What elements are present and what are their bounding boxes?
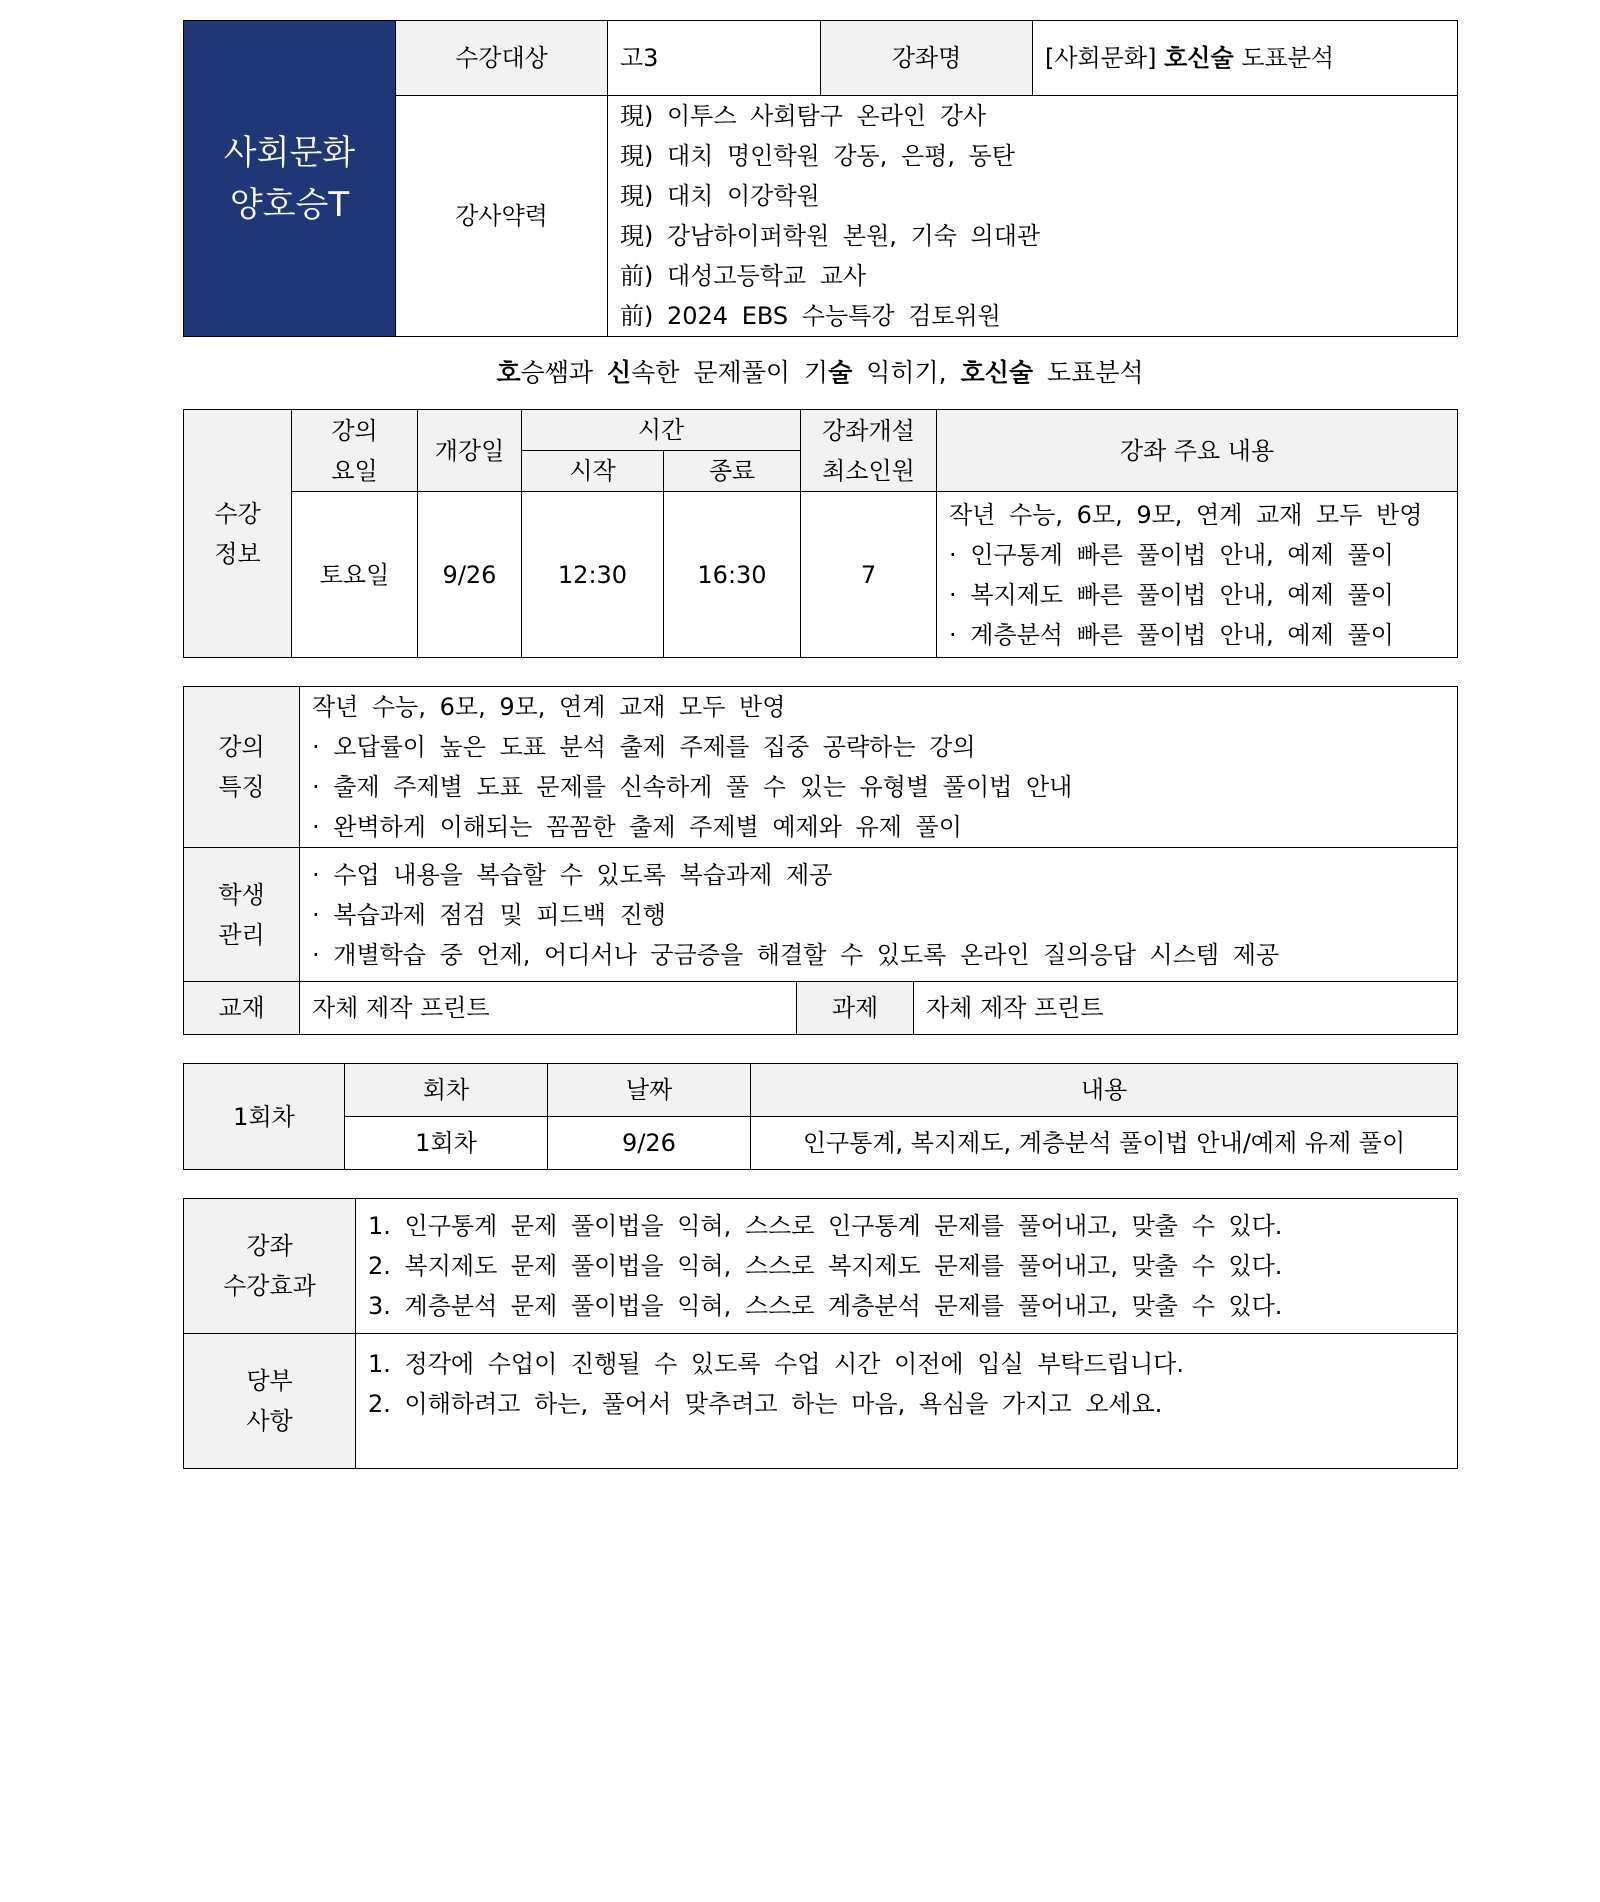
sessions-table: [183, 1063, 1458, 1170]
instructor-table: [183, 20, 1458, 337]
schedule-section-label: [184, 410, 292, 658]
target-label: 수강대상: [396, 21, 608, 96]
subject-name: 사회문화: [223, 132, 356, 173]
course-label: 강좌명: [821, 21, 1033, 96]
textbook-value: 자체 제작 프린트: [300, 982, 797, 1035]
teacher-name: 양호승T: [229, 184, 350, 225]
header-line: 요일: [331, 456, 378, 485]
bio-label: 강사약력: [396, 96, 608, 337]
management-label: [184, 848, 300, 982]
features-list: [300, 687, 1458, 848]
tagline-bold: 호신술: [960, 358, 1033, 387]
effect-item: 1. 인구통계 문제 풀이법을 익혀, 스스로 인구통계 문제를 풀어내고, 맞출 수 있다.: [368, 1212, 1283, 1240]
sessions-label: 1회차: [184, 1064, 345, 1170]
session-content-header: 내용: [751, 1064, 1458, 1117]
start-header: 시작: [522, 451, 664, 492]
label-line: 수강효과: [223, 1272, 316, 1300]
content-item: · 계층분석 빠른 풀이법 안내, 예제 풀이: [949, 620, 1394, 649]
open-date-header: 개강일: [418, 410, 522, 492]
content-item: 작년 수능, 6모, 9모, 연계 교재 모두 반영: [949, 500, 1423, 529]
notice-label: [184, 1334, 356, 1469]
open-date-value: 9/26: [418, 492, 522, 658]
start-time-value: 12:30: [522, 492, 664, 658]
homework-label: 과제: [797, 982, 914, 1035]
label-line: 당부: [246, 1367, 293, 1395]
bio-item: 前) 대성고등학교 교사: [620, 262, 867, 290]
round-value: 1회차: [345, 1117, 548, 1170]
notice-item: 1. 정각에 수업이 진행될 수 있도록 수업 시간 이전에 입실 부탁드립니다.: [368, 1350, 1184, 1378]
tagline-text: 승쌤과: [520, 358, 607, 387]
course-bold: 호신술: [1164, 44, 1234, 72]
bio-item: 現) 강남하이퍼학원 본원, 기숙 의대관: [620, 222, 1041, 250]
header-line: 강의: [331, 416, 378, 445]
tagline-bold: 호: [496, 358, 521, 387]
bio-item: 現) 대치 명인학원 강동, 은평, 동탄: [620, 142, 1015, 170]
tagline-text: 속한 문제풀이 기: [631, 358, 829, 387]
tagline: [183, 337, 1457, 409]
day-value: 토요일: [292, 492, 418, 658]
effects-label: [184, 1199, 356, 1334]
feature-item: · 출제 주제별 도표 문제를 신속하게 풀 수 있는 유형별 풀이법 안내: [312, 773, 1073, 801]
label-line: 수강: [214, 499, 261, 528]
features-label: [184, 687, 300, 848]
header-line: 강좌개설: [822, 416, 915, 445]
course-name: [1033, 21, 1458, 96]
content-header: 강좌 주요 내용: [937, 410, 1458, 492]
content-item: · 인구통계 빠른 풀이법 안내, 예제 풀이: [949, 540, 1394, 569]
min-enrollment-value: 7: [801, 492, 937, 658]
bio-item: 前) 2024 EBS 수능특강 검토위원: [620, 302, 1001, 330]
bio-item: 現) 이투스 사회탐구 온라인 강사: [620, 102, 987, 130]
feature-item: · 완벽하게 이해되는 꼼꼼한 출제 주제별 예제와 유제 풀이: [312, 813, 962, 841]
management-item: · 개별학습 중 언제, 어디서나 궁금증을 해결할 수 있도록 온라인 질의응답 시스템 제공: [312, 940, 1280, 969]
date-header: 날짜: [548, 1064, 751, 1117]
round-header: 회차: [345, 1064, 548, 1117]
features-table: [183, 686, 1458, 1035]
effects-table: [183, 1198, 1458, 1469]
content-list: [937, 492, 1458, 658]
management-item: · 수업 내용을 복습할 수 있도록 복습과제 제공: [312, 860, 833, 889]
schedule-table: [183, 409, 1458, 658]
table-row: [184, 1117, 1458, 1170]
session-content-value: 인구통계, 복지제도, 계층분석 풀이법 안내/예제 유제 풀이: [751, 1117, 1458, 1170]
feature-item: · 오답률이 높은 도표 분석 출제 주제를 집중 공략하는 강의: [312, 733, 976, 761]
content-item: · 복지제도 빠른 풀이법 안내, 예제 풀이: [949, 580, 1394, 609]
effects-list: [356, 1199, 1458, 1334]
end-header: 종료: [664, 451, 801, 492]
effect-item: 2. 복지제도 문제 풀이법을 익혀, 스스로 복지제도 문제를 풀어내고, 맞출 수 있다.: [368, 1252, 1283, 1280]
management-item: · 복습과제 점검 및 피드백 진행: [312, 900, 666, 929]
target-value: 고3: [608, 21, 821, 96]
subject-teacher-cell: [184, 21, 396, 337]
textbook-label: 교재: [184, 982, 300, 1035]
notice-list: [356, 1334, 1458, 1469]
course-document: [183, 20, 1457, 1469]
homework-value: 자체 제작 프린트: [914, 982, 1458, 1035]
tagline-text: 익히기,: [852, 358, 961, 387]
tagline-bold: 신: [606, 358, 632, 387]
feature-item: 작년 수능, 6모, 9모, 연계 교재 모두 반영: [312, 693, 786, 721]
label-line: 관리: [218, 920, 265, 949]
management-list: [300, 848, 1458, 982]
label-line: 사항: [246, 1407, 293, 1435]
header-line: 최소인원: [822, 456, 915, 485]
time-header: 시간: [522, 410, 801, 451]
date-value: 9/26: [548, 1117, 751, 1170]
end-time-value: 16:30: [664, 492, 801, 658]
label-line: 강좌: [246, 1232, 293, 1260]
notice-item: 2. 이해하려고 하는, 풀어서 맞추려고 하는 마음, 욕심을 가지고 오세요.: [368, 1390, 1163, 1418]
bio-item: 現) 대치 이강학원: [620, 182, 820, 210]
course-suffix: 도표분석: [1241, 44, 1335, 72]
effect-item: 3. 계층분석 문제 풀이법을 익혀, 스스로 계층분석 문제를 풀어내고, 맞출 수 있다.: [368, 1292, 1283, 1320]
label-line: 강의: [218, 733, 265, 761]
day-header: [292, 410, 418, 492]
label-line: 특징: [218, 773, 265, 801]
label-line: 정보: [214, 539, 261, 568]
min-enrollment-header: [801, 410, 937, 492]
course-prefix: [사회문화]: [1045, 44, 1157, 72]
bio-list: [608, 96, 1458, 337]
tagline-bold: 술: [828, 358, 853, 387]
label-line: 학생: [218, 880, 265, 909]
tagline-text: 도표분석: [1033, 358, 1144, 387]
